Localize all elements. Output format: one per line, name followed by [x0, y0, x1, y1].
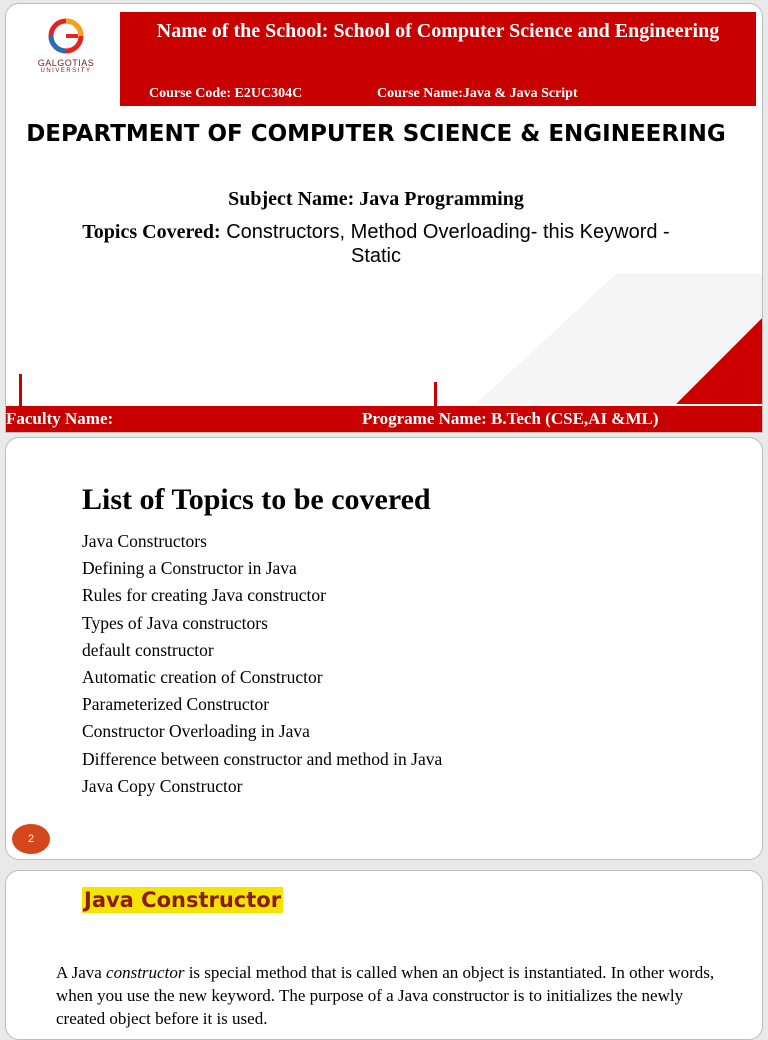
list-item: Defining a Constructor in Java: [82, 558, 297, 579]
list-item: Difference between constructor and method in Java: [82, 748, 443, 769]
school-banner: [120, 12, 756, 106]
description-start: A Java: [56, 963, 107, 982]
list-item: Constructor Overloading in Java: [82, 721, 310, 742]
list-item: default constructor: [82, 639, 214, 660]
logo-name: GALGOTIAS: [37, 58, 95, 68]
university-logo: [26, 14, 106, 80]
constructor-slide: [5, 870, 763, 1040]
school-name: Name of the School: School of Computer Science and Engineering: [156, 20, 720, 42]
list-item: Rules for creating Java constructor: [82, 585, 326, 606]
list-item: Java Constructors: [82, 531, 207, 551]
topics-value: Constructors, Method Overloading- this Keyword - Static: [226, 221, 670, 267]
course-name: Course Name:Java & Java Script: [377, 86, 578, 101]
topics-label: Topics Covered:: [82, 221, 221, 243]
logo-swirl-icon: [26, 14, 106, 58]
course-code: Course Code: E2UC304C: [149, 86, 303, 101]
footer-bar: [5, 406, 763, 432]
programme-name: Programe Name: B.Tech (CSE,AI &ML): [362, 409, 659, 428]
topics-slide: [5, 437, 763, 860]
description-rest: is special method that is called when an object is instantiated. In other words, when you use the new keyword. The purpose of a Java constructor is to initializes the newly created object before it is used.: [56, 963, 715, 1028]
list-item: Automatic creation of Constructor: [82, 666, 323, 687]
list-item: Parameterized Constructor: [82, 694, 270, 715]
topics-slide-title: List of Topics to be covered: [82, 483, 431, 516]
divider-mark-center: [434, 382, 437, 406]
department-heading: DEPARTMENT OF COMPUTER SCIENCE & ENGINEERING: [26, 121, 726, 147]
divider-mark-left: [19, 374, 22, 406]
faculty-name: Faculty Name:: [6, 409, 114, 428]
subject-name: Subject Name: Java Programming: [228, 188, 524, 210]
topics-list: [82, 528, 442, 800]
constructor-description: [56, 961, 736, 1030]
list-item: Types of Java constructors: [82, 612, 268, 633]
topics-covered: [66, 220, 686, 268]
list-item: Java Copy Constructor: [82, 775, 243, 796]
title-slide: [5, 3, 763, 433]
logo-sub: UNIVERSITY: [40, 68, 92, 74]
constructor-slide-title: Java Constructor: [84, 888, 282, 912]
description-emphasis: constructor: [106, 963, 185, 982]
page-number-badge: 2: [12, 824, 50, 854]
